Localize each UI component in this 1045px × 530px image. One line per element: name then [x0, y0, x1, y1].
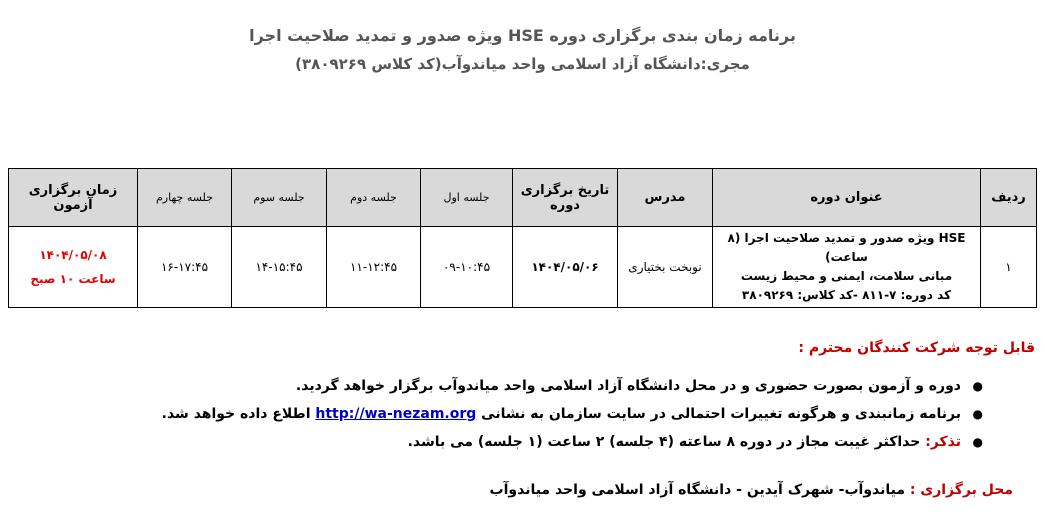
notice-heading: قابل توجه شرکت کنندگان محترم :	[798, 340, 1035, 356]
venue-label: محل برگزاری :	[909, 482, 1013, 498]
website-link[interactable]: http://wa-nezam.org	[315, 406, 477, 422]
note-text-2-before: برنامه زمانبندی و هرگونه تغییرات احتمالی در سایت سازمان به نشانی	[481, 406, 961, 422]
list-item	[83, 372, 983, 400]
exam-hour: ساعت ۱۰ صبح	[30, 272, 116, 286]
note-text-2-after: اطلاع داده خواهد شد.	[161, 406, 311, 422]
cell-session1: ۰۹-۱۰:۴۵	[421, 227, 513, 308]
header-session2: جلسه دوم	[327, 169, 421, 227]
warning-label: تذکر:	[925, 434, 961, 450]
note-text-1: دوره و آزمون بصورت حضوری و در محل دانشگاه آزاد اسلامی واحد میاندوآب برگزار خواهد گردید.	[295, 378, 961, 394]
header-session4: جلسه چهارم	[138, 169, 232, 227]
header-exam-time: زمان برگزاری آزمون	[9, 169, 138, 227]
table-row	[9, 227, 1037, 308]
cell-row-no: ۱	[981, 227, 1037, 308]
schedule-table	[8, 168, 1037, 308]
page-subtitle: مجری:دانشگاه آزاد اسلامی واحد میاندوآب(کد کلاس ۳۸۰۹۲۶۹)	[295, 55, 750, 73]
header-session3: جلسه سوم	[232, 169, 327, 227]
cell-session3: ۱۴-۱۵:۴۵	[232, 227, 327, 308]
header-session1: جلسه اول	[421, 169, 513, 227]
note-text-3: حداکثر غیبت مجاز در دوره ۸ ساعته (۴ جلسه) ۲ ساعت (۱ جلسه) می باشد.	[407, 434, 921, 450]
header-instructor: مدرس	[618, 169, 713, 227]
bullet-icon: ●	[972, 435, 983, 449]
exam-date: ۱۴۰۴/۰۵/۰۸	[39, 248, 107, 262]
notice-list	[83, 372, 983, 456]
header-course-title: عنوان دوره	[713, 169, 981, 227]
cell-session2: ۱۱-۱۲:۴۵	[327, 227, 421, 308]
header-row-no: ردیف	[981, 169, 1037, 227]
cell-session4: ۱۶-۱۷:۴۵	[138, 227, 232, 308]
header-course-date: تاریخ برگزاری دوره	[513, 169, 618, 227]
bullet-icon: ●	[972, 379, 983, 393]
course-line-3: کد دوره: ۷-۸۱۱ -کد کلاس: ۳۸۰۹۲۶۹	[741, 288, 952, 302]
list-item	[83, 400, 983, 428]
venue-text: میاندوآب- شهرک آیدین - دانشگاه آزاد اسلامی واحد میاندوآب	[489, 482, 906, 498]
table-header-row	[9, 169, 1037, 227]
cell-course-title	[713, 227, 981, 308]
list-item	[83, 428, 983, 456]
cell-instructor: نوبخت بختیاری	[618, 227, 713, 308]
cell-course-date: ۱۴۰۴/۰۵/۰۶	[513, 227, 618, 308]
venue-line	[490, 482, 1013, 498]
bullet-icon: ●	[972, 407, 983, 421]
page-title: برنامه زمان بندی برگزاری دوره HSE ویژه صدور و تمدید صلاحیت اجرا	[249, 26, 796, 45]
course-line-1: HSE ویژه صدور و تمدید صلاحیت اجرا (۸ ساعت)	[727, 231, 966, 264]
course-line-2: مبانی سلامت، ایمنی و محیط زیست	[740, 269, 953, 283]
cell-exam-time	[9, 227, 138, 308]
